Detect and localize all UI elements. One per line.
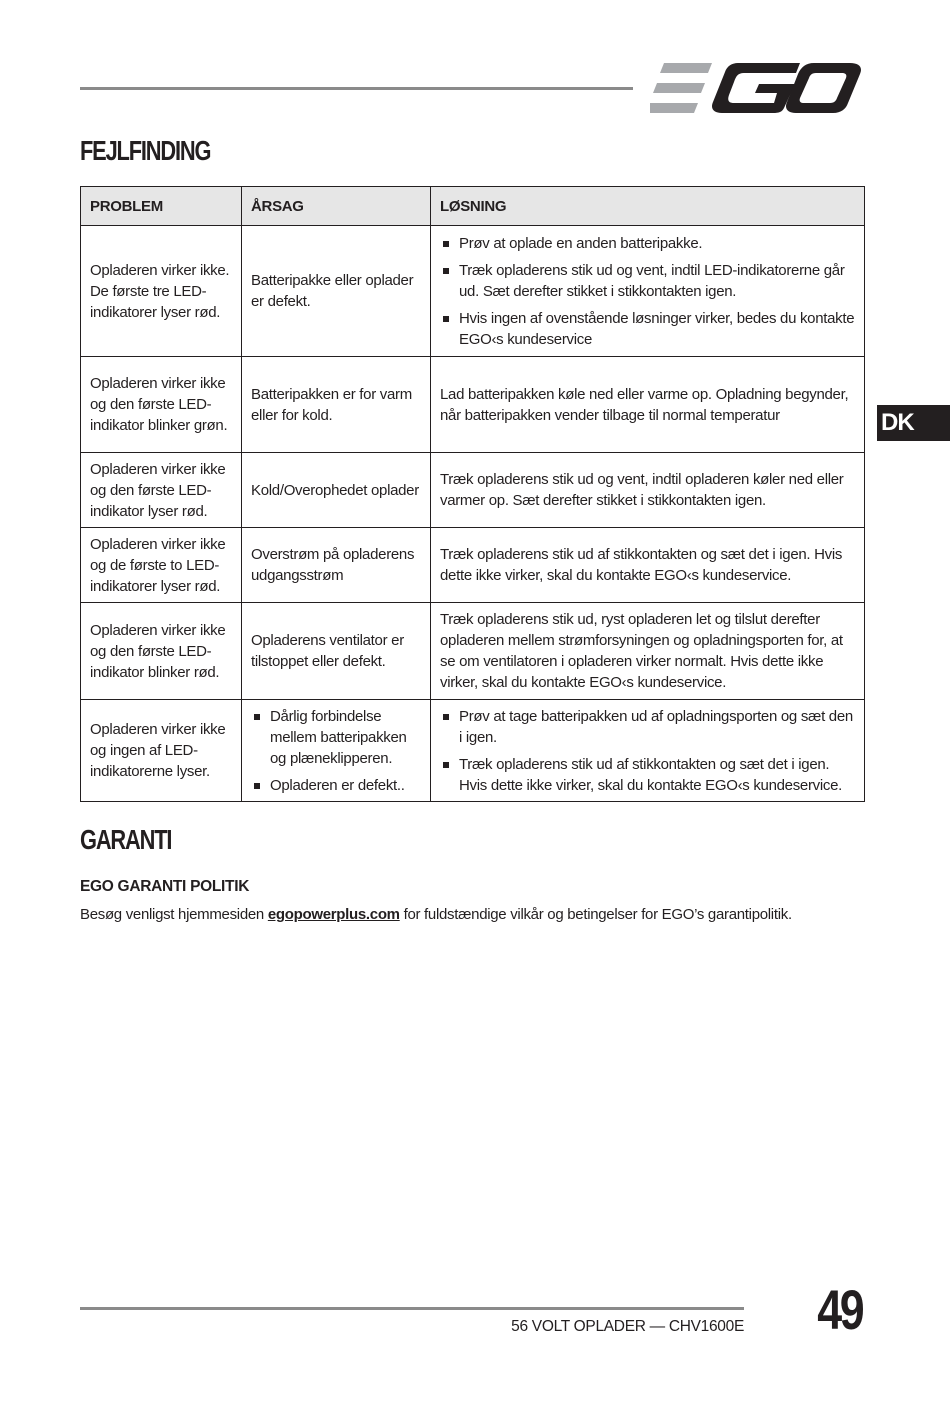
cause-cell: Batteripakke eller oplader er defekt. (242, 226, 431, 357)
cause-cell: Overstrøm på opladerens udgangsstrøm (242, 528, 431, 603)
problem-cell: Opladeren virker ikke. De første tre LED-indikatorer lyser rød. (81, 226, 242, 357)
footer-product-name: 56 VOLT OPLADER — CHV1600E (511, 1318, 744, 1335)
warranty-paragraph (80, 906, 792, 923)
solution-list (440, 233, 855, 350)
list-item: Træk opladerens stik ud og vent, indtil LED-indikatorerne går ud. Sæt derefter stikket i stikkontakten igen. (440, 260, 855, 302)
cause-cell: Kold/Overophedet oplader (242, 453, 431, 528)
cause-cell: Batteripakken er for varm eller for kold. (242, 357, 431, 453)
table-row (81, 603, 865, 700)
warranty-text-after: for fuldstændige vilkår og betingelser for EGO’s garantipolitik. (399, 906, 792, 923)
list-item: Opladeren er defekt.. (251, 775, 421, 796)
cause-cell (242, 700, 431, 802)
footer-rule (80, 1307, 744, 1310)
solution-cell: Lad batteripakken køle ned eller varme op. Opladning begynder, når batteripakken vender tilbage til normal temperatur (431, 357, 865, 453)
cause-list (251, 706, 421, 796)
solution-cell: Træk opladerens stik ud af stikkontakten og sæt det i igen. Hvis dette ikke virker, skal du kontakte EGO‹s kundeservice. (431, 528, 865, 603)
warranty-subtitle: EGO GARANTI POLITIK (80, 878, 250, 895)
solution-cell: Træk opladerens stik ud og vent, indtil opladeren køler ned eller varmer op. Sæt derefter stikket i stikkontakten igen. (431, 453, 865, 528)
column-header-cause: ÅRSAG (242, 187, 431, 226)
column-header-problem: PROBLEM (81, 187, 242, 226)
problem-cell: Opladeren virker ikke og den første LED-indikator blinker grøn. (81, 357, 242, 453)
page-number: 49 (816, 1278, 862, 1341)
problem-cell: Opladeren virker ikke og ingen af LED-indikatorerne lyser. (81, 700, 242, 802)
table-row (81, 453, 865, 528)
troubleshooting-table (80, 186, 865, 802)
solution-cell: Træk opladerens stik ud, ryst opladeren let og tilslut derefter opladeren mellem strømforsyningen og opladningsporten for, at se om ventilatoren i opladeren virker normalt. Hvis dette ikke virker, skal du kontakte EGO‹s kundeservice. (431, 603, 865, 700)
column-header-solution: LØSNING (431, 187, 865, 226)
solution-list (440, 706, 855, 796)
list-item: Dårlig forbindelse mellem batteripakken og plæneklipperen. (251, 706, 421, 769)
language-tab: DK (877, 405, 950, 441)
problem-cell: Opladeren virker ikke og den første LED-indikator lyser rød. (81, 453, 242, 528)
solution-cell (431, 700, 865, 802)
table-row (81, 226, 865, 357)
list-item: Prøv at oplade en anden batteripakke. (440, 233, 855, 254)
troubleshooting-title: FEJLFINDING (80, 135, 211, 166)
warranty-title: GARANTI (80, 824, 172, 855)
warranty-text-before: Besøg venligst hjemmesiden (80, 906, 268, 923)
problem-cell: Opladeren virker ikke og den første LED-indikator blinker rød. (81, 603, 242, 700)
warranty-link[interactable]: egopowerplus.com (267, 906, 400, 923)
problem-cell: Opladeren virker ikke og de første to LED-indikatorer lyser rød. (81, 528, 242, 603)
list-item: Hvis ingen af ovenstående løsninger virker, bedes du kontakte EGO‹s kundeservice (440, 308, 855, 350)
cause-cell: Opladerens ventilator er tilstoppet eller defekt. (242, 603, 431, 700)
table-row (81, 528, 865, 603)
table-row (81, 700, 865, 802)
table-row (81, 357, 865, 453)
ego-logo (650, 62, 862, 114)
list-item: Træk opladerens stik ud af stikkontakten og sæt det i igen. Hvis dette ikke virker, skal du kontakte EGO‹s kundeservice. (440, 754, 855, 796)
list-item: Prøv at tage batteripakken ud af opladningsporten og sæt den i igen. (440, 706, 855, 748)
header-rule (80, 87, 633, 90)
solution-cell (431, 226, 865, 357)
table-header-row (81, 187, 865, 226)
